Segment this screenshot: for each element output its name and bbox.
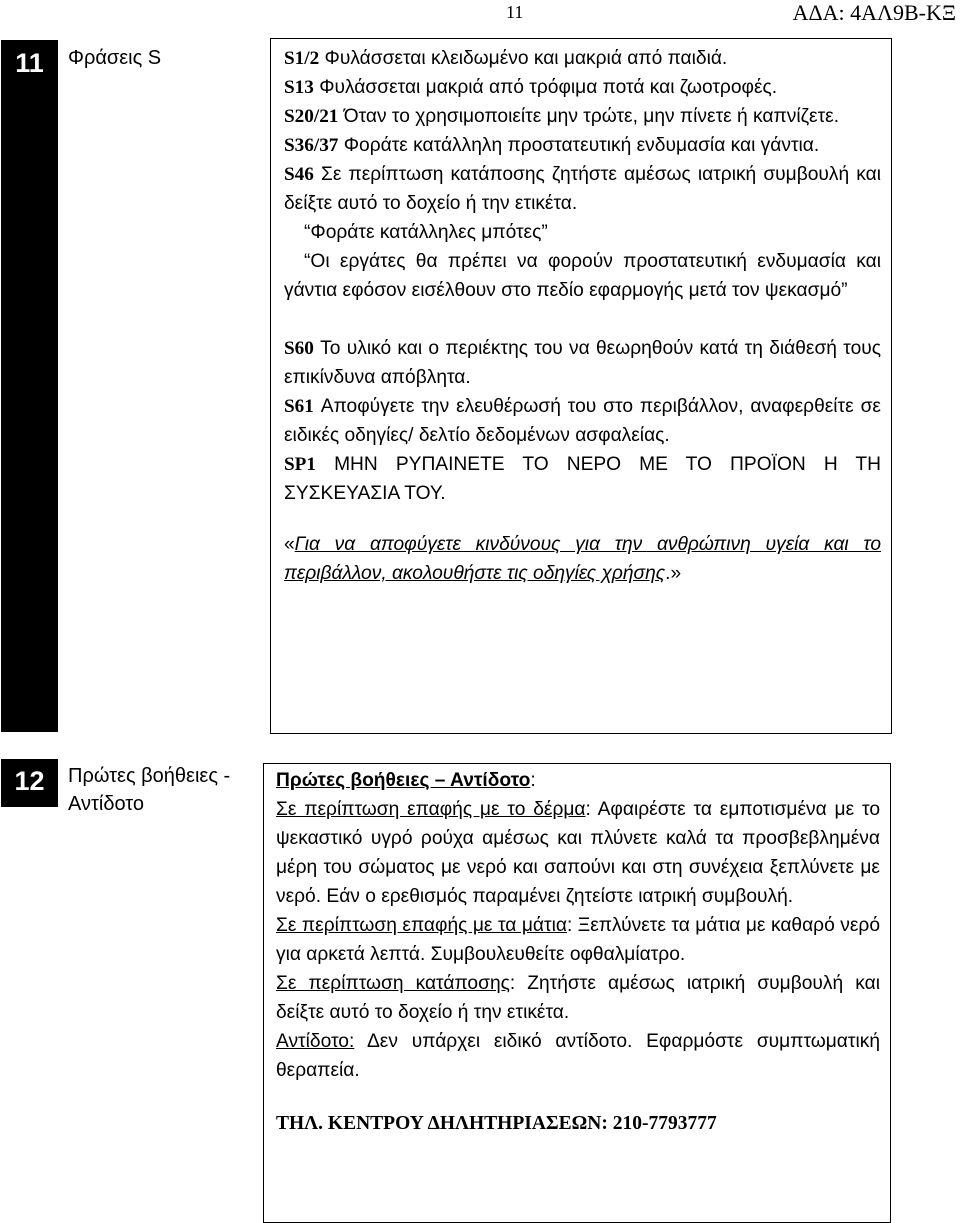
quote-boots: “Φοράτε κατάλληλες μπότες”	[304, 222, 548, 243]
phrase-text: Φυλάσσεται κλειδωμένο και μακριά από παιδιά.	[324, 48, 728, 69]
phrase-code: S60	[284, 338, 314, 359]
phrase-s1-2	[284, 44, 881, 73]
section-number-11: 11	[1, 40, 58, 732]
phrase-text: Το υλικό και ο περιέκτης του να θεωρηθούν κατά τη διάθεσή τους επικίνδυνα απόβλητα.	[284, 338, 881, 388]
poison-center-phone: ΤΗΛ. ΚΕΝΤΡΟΥ ΔΗΛΗΤΗΡΙΑΣΕΩΝ: 210-7793777	[276, 1113, 717, 1134]
phrase-code: S46	[284, 164, 314, 185]
antidote-label: Αντίδοτο:	[276, 1031, 355, 1052]
phrase-code: S36/37	[284, 135, 339, 156]
phrase-sp1	[284, 450, 881, 508]
phrase-code: S20/21	[284, 106, 339, 127]
antidote	[276, 1027, 880, 1085]
phrase-s20-21	[284, 102, 881, 131]
spacer	[284, 305, 881, 334]
section-title-11: Φράσεις S	[68, 47, 162, 69]
phrase-text: Αποφύγετε την ελευθέρωσή του στο περιβάλλον, αναφερθείτε σε ειδικές οδηγίες/ δελτίο δεδομένων ασφαλείας.	[284, 396, 881, 446]
first-aid-heading	[276, 766, 880, 795]
antidote-text: Δεν υπάρχει ειδικό αντίδοτο. Εφαρμόστε συμπτωματική θεραπεία.	[276, 1031, 880, 1081]
phrase-code: SP1	[284, 454, 316, 475]
phrase-code: S1/2	[284, 48, 320, 69]
ingestion	[276, 969, 880, 1027]
closing-text: Για να αποφύγετε κινδύνους για την ανθρώπινη υγεία και το περιβάλλον, ακολουθήστε τις οδηγίες χρήσης	[284, 534, 881, 584]
spacer	[284, 508, 881, 530]
phrase-s36-37	[284, 131, 881, 160]
eyes-label: Σε περίπτωση επαφής με τα μάτια	[276, 915, 567, 936]
page-number: 11	[506, 2, 524, 22]
heading-text: Πρώτες βοήθειες – Αντίδοτο	[276, 770, 531, 791]
phrase-s13	[284, 73, 881, 102]
s-phrases-box	[270, 38, 892, 734]
ingestion-text: : Ζητήστε αμέσως ιατρική συμβουλή και δείξτε αυτό το δοχείο ή την ετικέτα.	[276, 973, 880, 1023]
phrase-text: ΜΗΝ ΡΥΠΑΙΝΕΤΕ ΤΟ ΝΕΡΟ ΜΕ ΤΟ ΠΡΟΪΟΝ Η ΤΗ ΣΥΣΚΕΥΑΣΙΑ ΤΟΥ.	[284, 454, 881, 504]
heading-colon: :	[530, 770, 536, 791]
section-title-12: Πρώτες βοήθειες - Αντίδοτο	[68, 765, 231, 815]
phrase-code: S61	[284, 396, 314, 417]
ingestion-label: Σε περίπτωση κατάποσης	[276, 973, 510, 994]
closing-close: .»	[665, 563, 682, 584]
skin-label: Σε περίπτωση επαφής με το δέρμα	[276, 799, 586, 820]
ada-code: ΑΔΑ: 4ΑΛ9Β-ΚΞ	[792, 0, 956, 25]
phrase-text: Φοράτε κατάλληλη προστατευτική ενδυμασία και γάντια.	[343, 135, 820, 156]
first-aid-box	[263, 763, 891, 1223]
eyes-text: : Ξεπλύνετε τα μάτια με καθαρό νερό για αρκετά λεπτά. Συμβουλευθείτε οφθαλμίατρο.	[276, 915, 880, 965]
spacer	[276, 1085, 880, 1109]
closing-open: «	[284, 534, 295, 555]
quote-workers: “Οι εργάτες θα πρέπει να φορούν προστατευτική ενδυμασία και γάντια εφόσον εισέλθουν στο πεδίο εφαρμογής μετά τον ψεκασμό”	[284, 251, 881, 301]
skin-contact	[276, 795, 880, 911]
closing-statement	[284, 530, 881, 588]
phrase-text: Όταν το χρησιμοποιείτε μην τρώτε, μην πίνετε ή καπνίζετε.	[343, 106, 840, 127]
skin-text: : Αφαιρέστε τα εμποτισμένα με το ψεκαστικό υγρό ρούχα αμέσως και πλύνετε καλά τα προσβεβλημένα μέρη του σώματος με νερό και σαπούνι και στη συνέχεια ξεπλύνετε με νερό. Εάν ο ερεθισμός παραμένει ζητείστε ιατρική συμβουλή.	[276, 799, 880, 907]
phrase-code: S13	[284, 77, 314, 98]
phrase-text: Φυλάσσεται μακριά από τρόφιμα ποτά και ζωοτροφές.	[319, 77, 778, 98]
phrase-text: Σε περίπτωση κατάποσης ζητήστε αμέσως ιατρική συμβουλή και δείξτε αυτό το δοχείο ή την ετικέτα.	[284, 164, 881, 214]
section-number-12: 12	[1, 759, 58, 807]
eye-contact	[276, 911, 880, 969]
phrase-s60	[284, 334, 881, 392]
phrase-s61	[284, 392, 881, 450]
phrase-s46	[284, 160, 881, 218]
